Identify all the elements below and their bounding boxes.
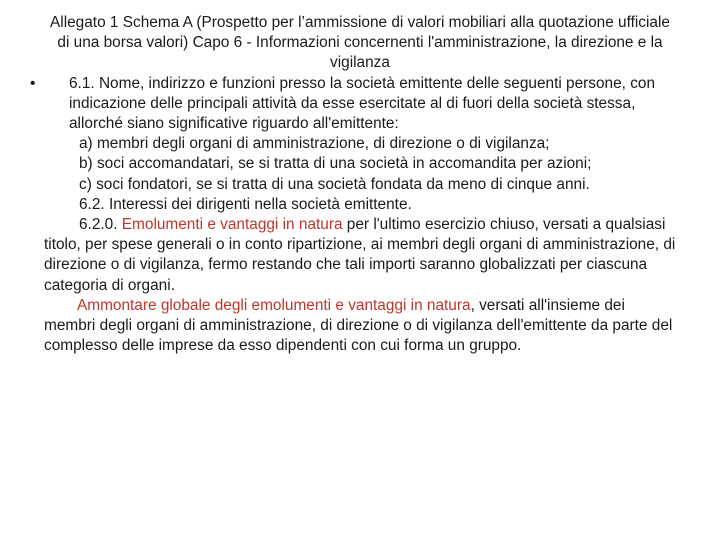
document-title: Allegato 1 Schema A (Prospetto per l’ammissione di valori mobiliari alla quotazione ufficiale di una borsa valori) Capo 6 - Informazioni concernenti l'amministrazione, la direzione e la vigilanza <box>50 14 670 72</box>
bullet-item-6-1 <box>30 74 676 135</box>
section-number: 6.2.0. <box>79 216 122 234</box>
bullet-text: 6.1. Nome, indirizzo e funzioni presso la società emittente delle seguenti persone, con indicazione delle principali attività da esse esercitate al di fuori della società stessa, allorché siano significative riguardo all'emittente: <box>69 74 656 133</box>
section-6-2: 6.2. Interessi dei dirigenti nella società emittente. <box>79 195 412 213</box>
section-text: per l'ultimo esercizio chiuso, versati a qualsiasi titolo, per spese generali o in conto ripartizione, ai membri degli organi di amministrazione, di direzione o di vigilanza, fermo restando che tali importi saranno globalizzati per ciascuna categoria di organi. <box>44 216 676 294</box>
bullet-icon: • <box>30 74 36 92</box>
item-a: a) membri degli organi di amministrazione, di direzione o di vigilanza; <box>79 135 550 153</box>
item-b: b) soci accomandatari, se si tratta di una società in accomandita per azioni; <box>79 155 592 173</box>
total-text: , versati all'insieme dei membri degli organi di amministrazione, di direzione o di vigilanza dell'emittente da parte del complesso delle imprese da esso dipendenti con cui forma un gruppo. <box>44 296 673 355</box>
section-6-2-0 <box>44 215 676 296</box>
document-body <box>30 13 676 356</box>
item-c: c) soci fondatori, se si tratta di una società fondata da meno di cinque anni. <box>79 175 590 193</box>
highlight-emolumenti: Emolumenti e vantaggi in natura <box>121 216 343 234</box>
total-paragraph <box>44 296 676 357</box>
highlight-ammontare: Ammontare globale degli emolumenti e vantaggi in natura <box>77 296 471 314</box>
